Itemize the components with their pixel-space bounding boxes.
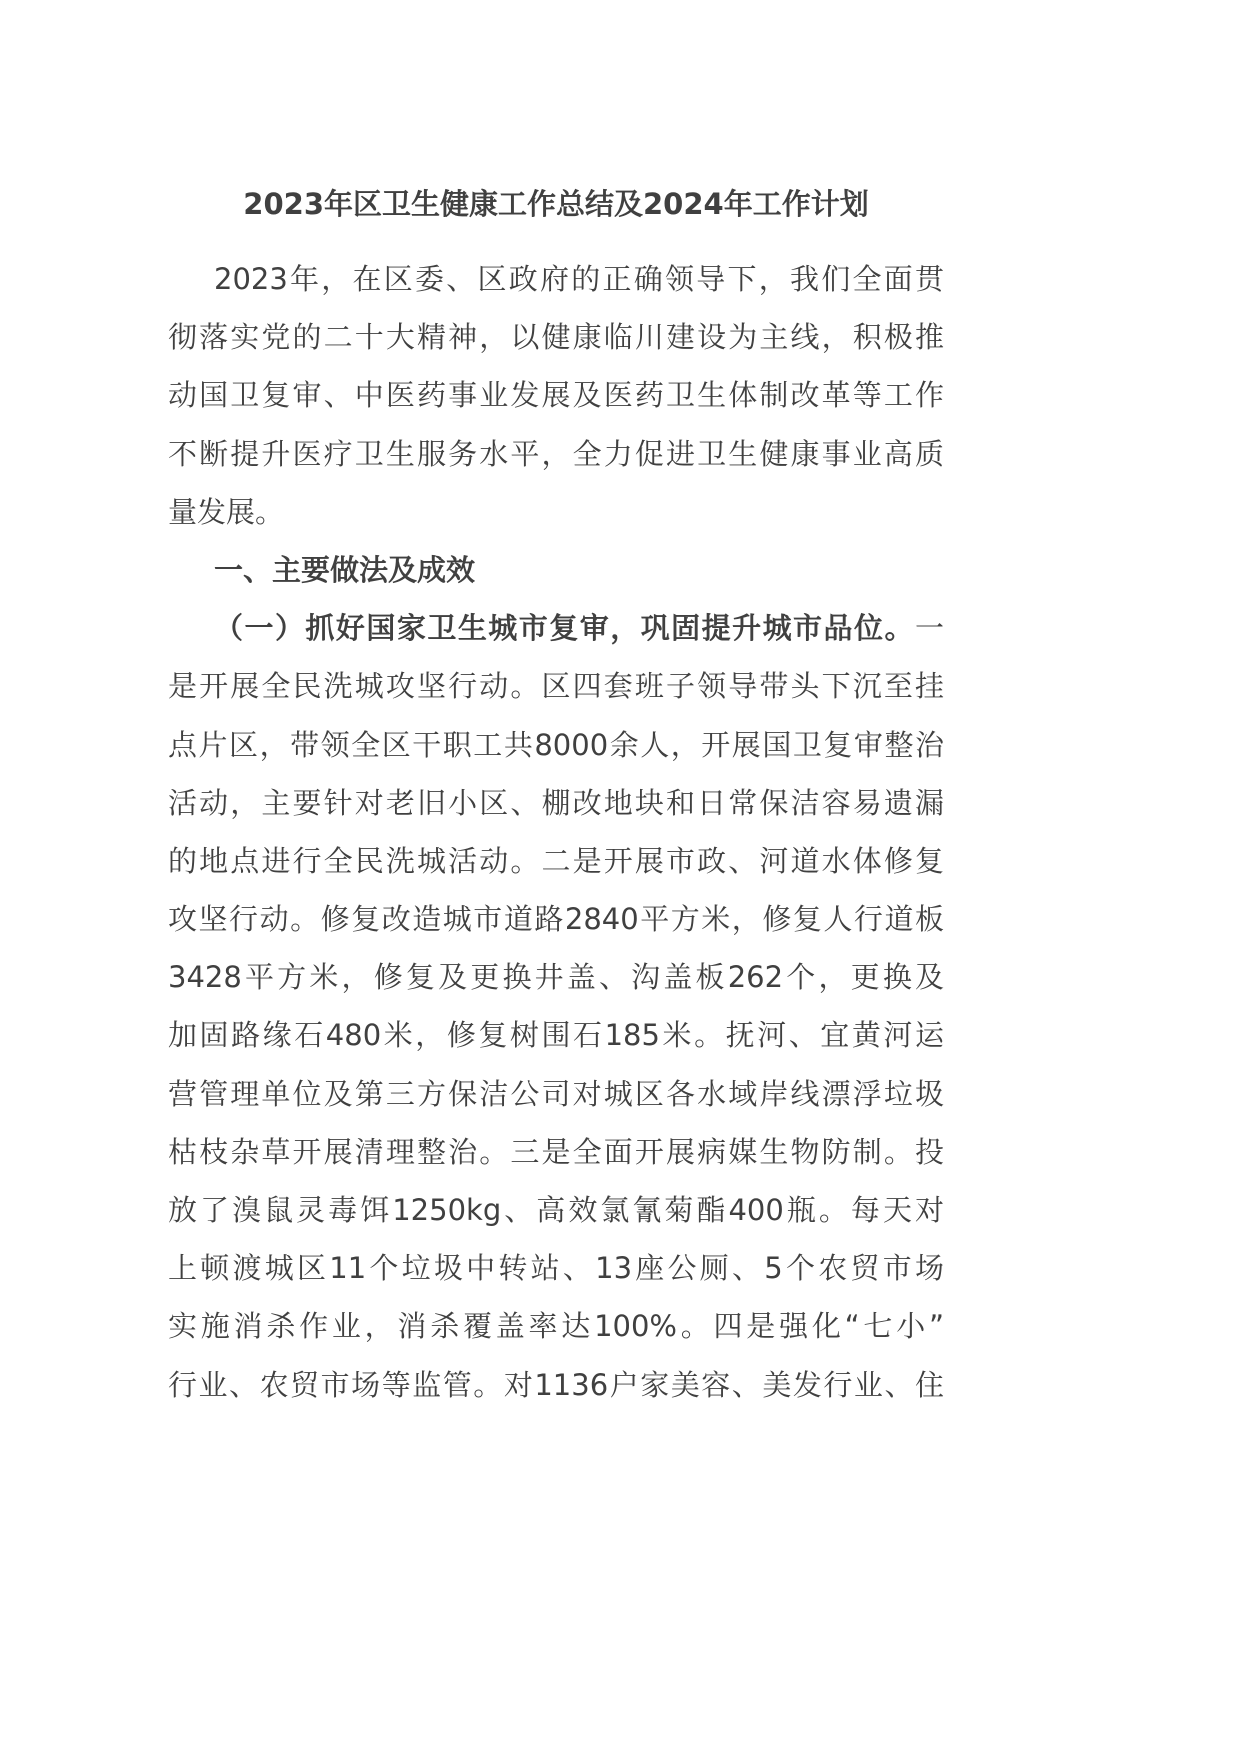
subsection-lead-tail: 一 (914, 611, 944, 646)
subsection-heading: （一）抓好国家卫生城市复审，巩固提升城市品位。 (214, 611, 915, 646)
body-line: 活动，主要针对老旧小区、棚改地块和日常保洁容易遗漏 (168, 785, 944, 820)
intro-line: 2023年，在区委、区政府的正确领导下，我们全面贯 (214, 262, 944, 296)
body-line: 上顿渡城区11个垃圾中转站、13座公厕、5个农贸市场 (168, 1251, 944, 1286)
intro-line: 彻落实党的二十大精神，以健康临川建设为主线，积极推 (168, 320, 944, 355)
body-line: 枯枝杂草开展清理整治。三是全面开展病媒生物防制。投 (168, 1134, 944, 1169)
intro-line: 动国卫复审、中医药事业发展及医药卫生体制改革等工作 (168, 378, 944, 413)
subsection-lead-line (168, 599, 944, 657)
body-line: 加固路缘石480米，修复树围石185米。抚河、宜黄河运 (168, 1018, 944, 1053)
document-body (168, 250, 944, 1414)
body-line: 3428平方米，修复及更换井盖、沟盖板262个，更换及 (168, 960, 944, 995)
body-line: 攻坚行动。修复改造城市道路2840平方米，修复人行道板 (168, 902, 944, 937)
section-heading: 一、主要做法及成效 (214, 552, 476, 587)
body-line: 是开展全民洗城攻坚行动。区四套班子领导带头下沉至挂 (168, 669, 944, 704)
document-title: 2023年区卫生健康工作总结及2024年工作计划 (243, 187, 869, 221)
body-line: 行业、农贸市场等监管。对1136户家美容、美发行业、住 (168, 1367, 944, 1402)
intro-line: 不断提升医疗卫生服务水平，全力促进卫生健康事业高质 (168, 436, 944, 471)
body-line: 的地点进行全民洗城活动。二是开展市政、河道水体修复 (168, 843, 944, 878)
body-line: 实施消杀作业，消杀覆盖率达100%。四是强化“七小” (168, 1309, 944, 1344)
body-line: 营管理单位及第三方保洁公司对城区各水域岸线漂浮垃圾 (168, 1076, 944, 1111)
body-line: 点片区，带领全区干职工共8000余人，开展国卫复审整治 (168, 727, 944, 762)
intro-line: 量发展。 (168, 494, 285, 529)
body-line: 放了溴鼠灵毒饵1250kg、高效氯氰菊酯400瓶。每天对 (168, 1193, 944, 1227)
